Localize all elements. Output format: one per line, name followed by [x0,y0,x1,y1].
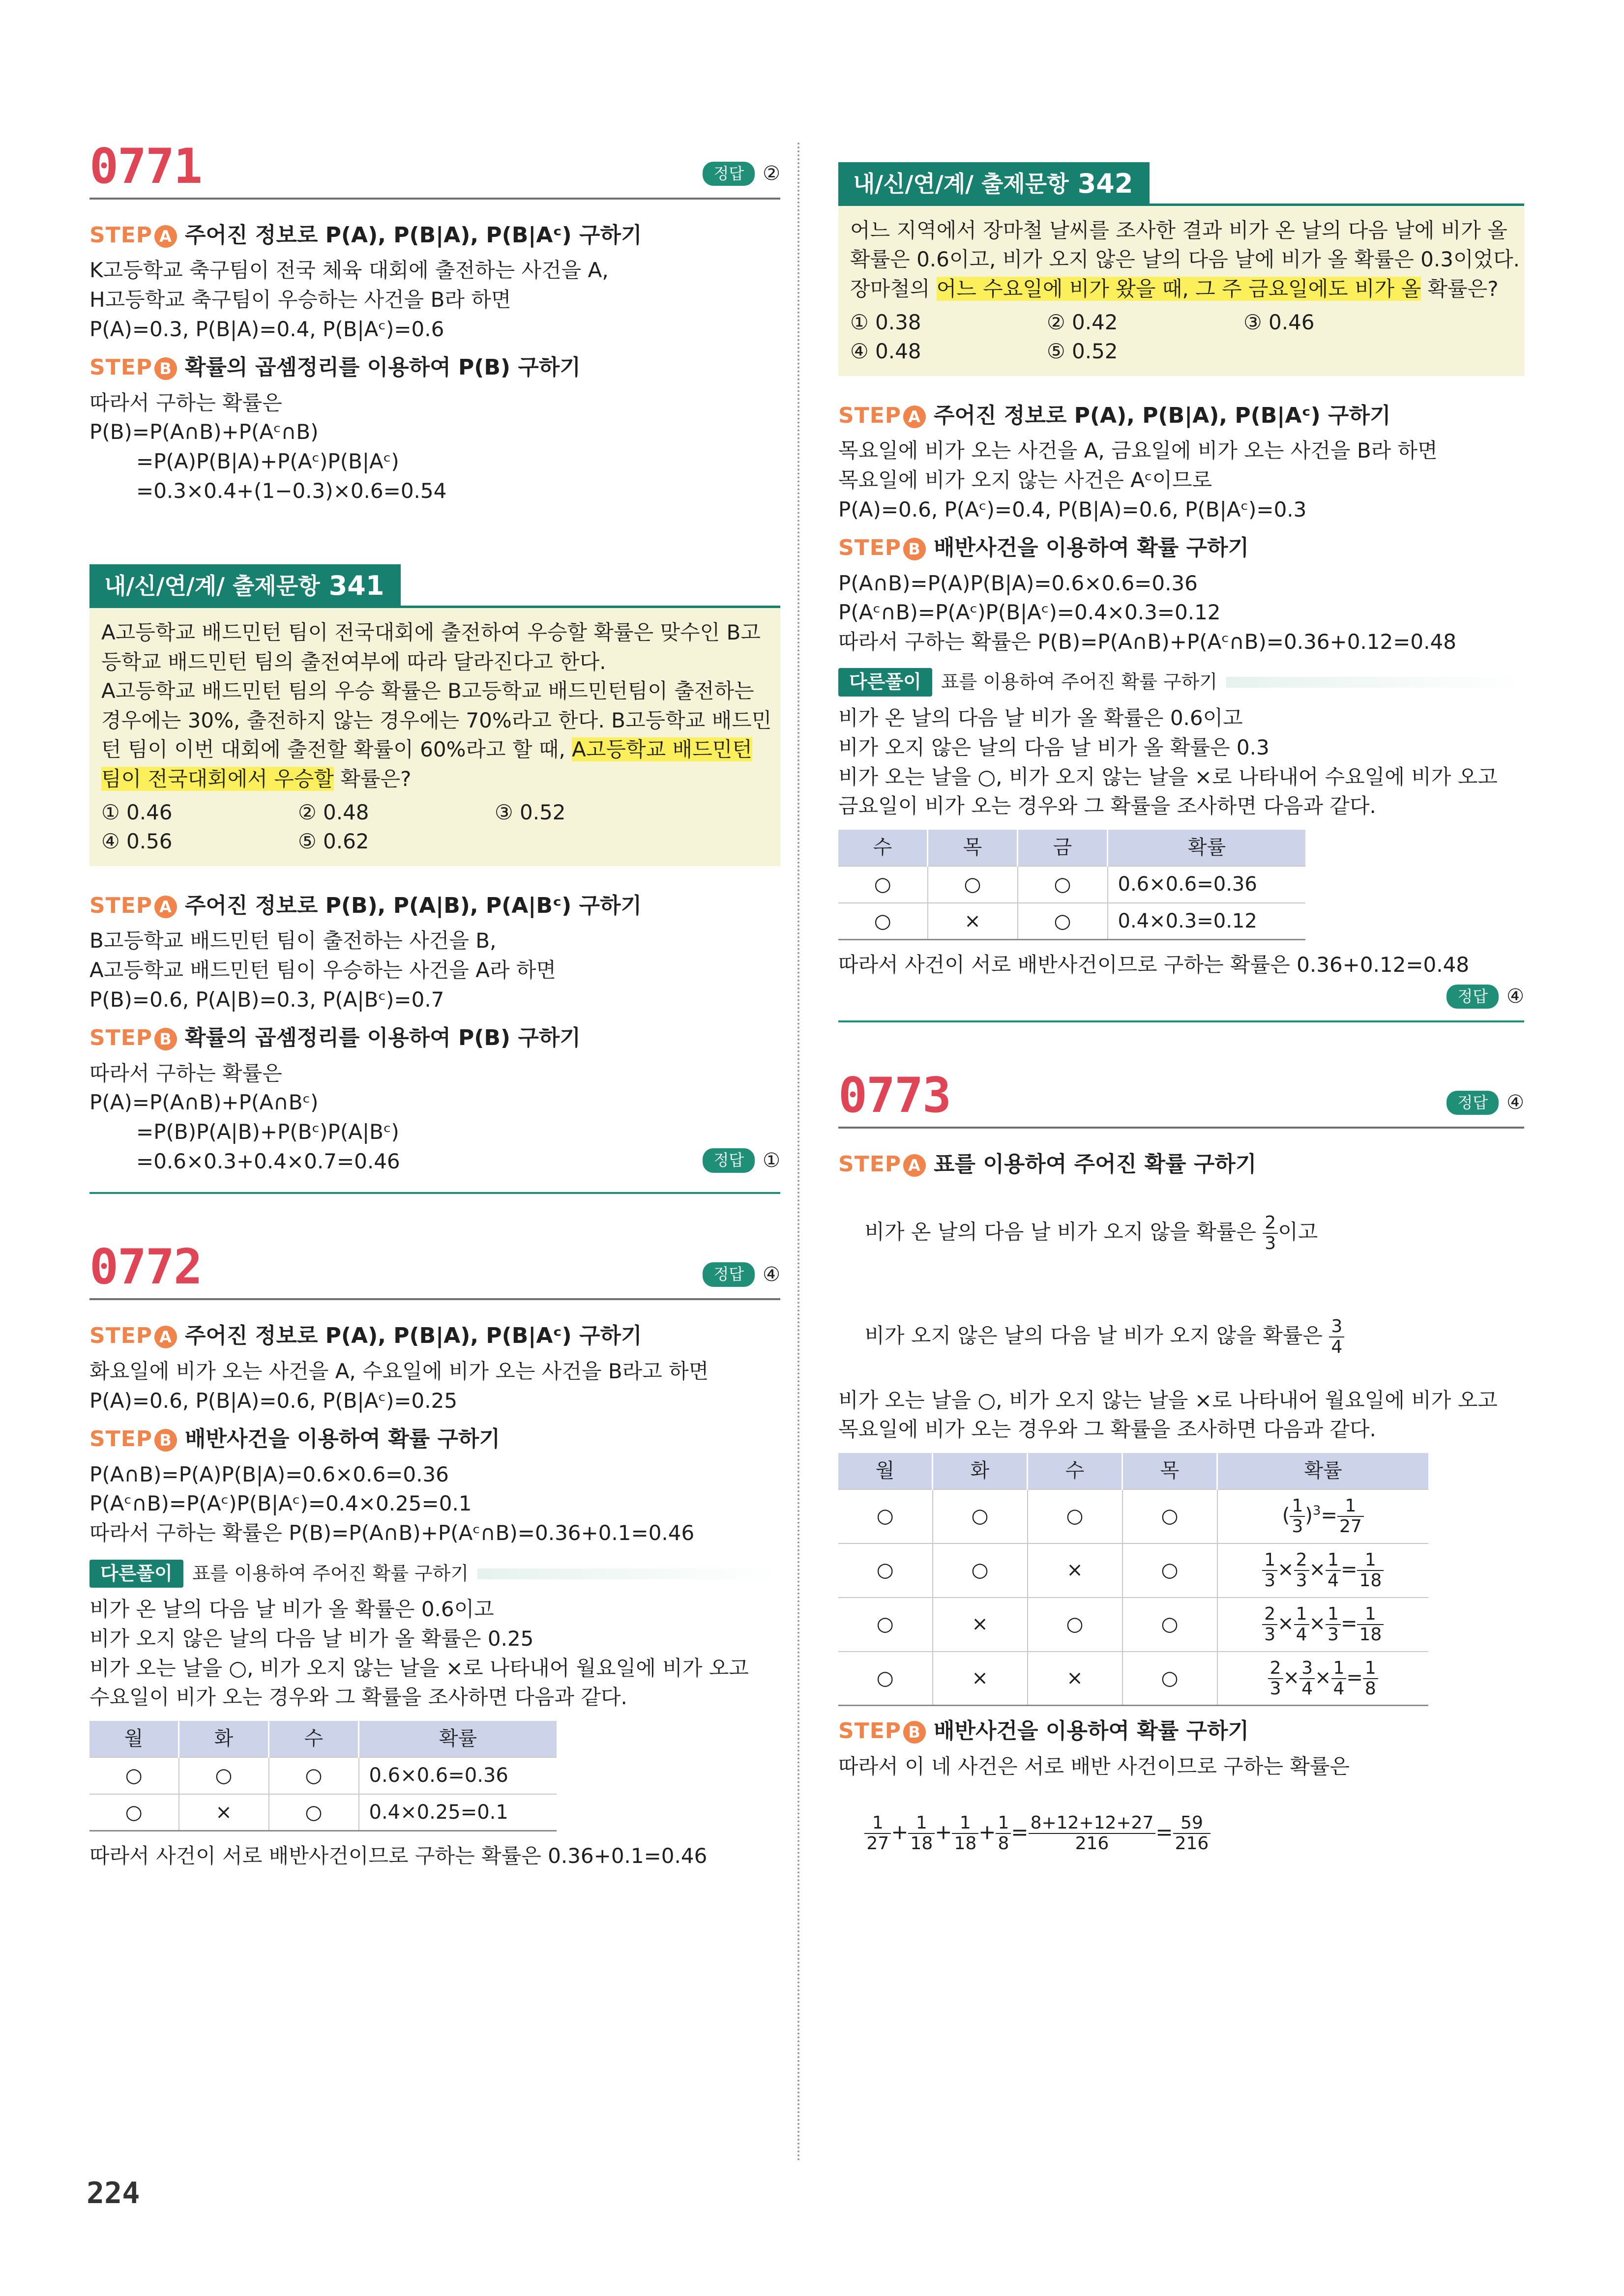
table-row: ○ × × ○ $\frac{2}{3}$ × $\frac{3}{4}$ × $\frac{1}{4}$ = $\frac{1}{8}$ [838,1652,1428,1706]
step-title: 배반사건을 이용하여 확률 구하기 [934,1718,1249,1744]
alt-solution-heading [838,668,1524,697]
choice-4: ④ 0.56 [101,829,173,854]
step-a-heading [89,891,780,921]
text-line: P(A)=P(A∩B)+P(A∩Bᶜ) [89,1090,319,1115]
step-title: 확률의 곱셈정리를 이용하여 P(B) 구하기 [185,355,581,380]
question-line: 등학교 배드민턴 팀의 출전여부에 따라 달라진다고 한다. [101,649,606,674]
answer-badge: 정답 [1447,1091,1499,1115]
linked-problem-341-body [89,608,780,866]
step-label: STEP A [89,1321,177,1351]
table-row: ○ ○ ○ 0.6×0.6=0.36 [838,866,1305,903]
table-row: ○ ○ ○ ○ ( $\frac{1}{3}$ )$^3$= $\frac{1}{27}$ [838,1489,1428,1543]
text-line: 따라서 구하는 확률은 P(B)=P(A∩B)+P(Aᶜ∩B)=0.36+0.12=0.48 [838,629,1456,654]
text-line: 비가 온 날의 다음 날 비가 오지 않을 확률은 $\frac{2}{3}$ 이고 [864,1212,1318,1253]
table-header: 확률 [1108,830,1306,866]
highlight: 어느 수요일에 비가 왔을 때, 그 주 금요일에도 비가 올 [936,276,1421,301]
text-line: 화요일에 비가 오는 사건을 A, 수요일에 비가 오는 사건을 B라고 하면 [89,1359,709,1383]
text-line: 비가 오는 날을 ○, 비가 오지 않는 날을 ×로 나타내어 월요일에 비가 오고 [89,1656,749,1680]
text-line: P(A)=0.6, P(Aᶜ)=0.4, P(B|A)=0.6, P(B|Aᶜ)=0.3 [838,497,1307,522]
choice-2: ② 0.48 [298,800,369,824]
alt-solution-title: 표를 이용하여 주어진 확률 구하기 [192,1562,469,1584]
step-b-heading [838,533,1524,563]
answer-box [703,1261,780,1289]
table-row: ○ × ○ ○ $\frac{2}{3}$ × $\frac{1}{4}$ × $\frac{1}{3}$ = $\frac{1}{18}$ [838,1598,1428,1652]
text-line: P(A)=0.3, P(B|A)=0.4, P(B|Aᶜ)=0.6 [89,317,444,341]
problem-number: 0771 [89,139,202,195]
probability-cell: $\frac{1}{3}$ × $\frac{2}{3}$ × $\frac{1}{4}$ = $\frac{1}{18}$ [1217,1543,1429,1598]
probability-cell: $\frac{2}{3}$ × $\frac{3}{4}$ × $\frac{1}{4}$ = $\frac{1}{8}$ [1217,1652,1429,1706]
table-header: 확률 [359,1721,557,1757]
question-line: 경우에는 30%, 출전하지 않는 경우에는 70%라고 한다. B고등학교 배드민 [101,708,772,732]
step-a-heading [838,401,1524,431]
problem-0771-header [89,139,780,200]
conclusion-line: 따라서 사건이 서로 배반사건이므로 구하는 확률은 0.36+0.12=0.48 [838,953,1470,977]
text-line: 따라서 구하는 확률은 [89,390,282,415]
probability-table [838,1453,1428,1706]
text-line: =P(A)P(B|A)+P(Aᶜ)P(B|Aᶜ) [136,449,399,474]
answer-box [1447,1089,1524,1117]
fraction: $\frac{2}{3}$ [1263,1214,1278,1252]
table-row: ○ × ○ 0.4×0.3=0.12 [838,903,1305,940]
choice-3: ③ 0.46 [1243,310,1315,334]
question-line: 확률은 0.6이고, 비가 오지 않은 날의 다음 날에 비가 올 확률은 0.3이었다. [850,247,1520,272]
text-line: P(Aᶜ∩B)=P(Aᶜ)P(B|Aᶜ)=0.4×0.3=0.12 [838,600,1221,625]
linked-problem-tag: 내/신/연/계/ 출제문항 342 [838,162,1150,206]
linked-problem-342-header [838,162,1524,206]
table-header: 월 [838,1453,933,1489]
question-line: 턴 팀이 이번 대회에 출전할 확률이 60%라고 할 때, A고등학교 배드민턴 [101,737,752,762]
text-line: 비가 온 날의 다음 날 비가 올 확률은 0.6이고 [89,1597,494,1622]
answer-value: ② [763,162,780,185]
table-header: 화 [179,1721,269,1757]
step-label: STEP A [89,220,177,251]
text-line: =0.6×0.3+0.4×0.7=0.46 정답 ① [89,1147,780,1178]
choice-1: ① 0.38 [850,310,921,334]
table-row: ○ ○ ○ 0.6×0.6=0.36 [89,1757,557,1794]
probability-table [89,1721,557,1831]
step-label: STEP B [89,1424,177,1454]
alt-solution-heading [89,1560,780,1588]
problem-0772-header [89,1239,780,1300]
step-label: STEP A [838,1149,926,1180]
step-title: 배반사건을 이용하여 확률 구하기 [934,535,1249,561]
question-line: 장마철의 어느 수요일에 비가 왔을 때, 그 주 금요일에도 비가 올 확률은? [850,276,1499,301]
text-line: A고등학교 배드민턴 팀이 우승하는 사건을 A라 하면 [89,958,557,983]
linked-problem-number: 342 [1077,168,1133,199]
probability-table [838,830,1305,940]
text-line: 목요일에 비가 오지 않는 사건은 Aᶜ이므로 [838,467,1212,492]
table-header: 월 [89,1721,179,1757]
text-line: 비가 온 날의 다음 날 비가 올 확률은 0.6이고 [838,706,1243,730]
choice-5: ⑤ 0.62 [298,829,369,854]
answer-box [703,160,780,188]
answer-badge: 정답 [1447,985,1499,1009]
text-line: P(Aᶜ∩B)=P(Aᶜ)P(B|Aᶜ)=0.4×0.25=0.1 [89,1491,472,1516]
step-b-heading [89,352,780,383]
step-a-heading [838,1149,1524,1180]
question-line: 팀이 전국대회에서 우승할 확률은? [101,767,412,791]
step-label: STEP B [89,352,177,383]
step-title: 주어진 정보로 P(B), P(A|B), P(A|Bᶜ) 구하기 [185,893,642,918]
answer-box: 정답 ① [703,1147,780,1175]
text-line: 따라서 구하는 확률은 [89,1061,282,1085]
text-line: 수요일이 비가 오는 경우와 그 확률을 조사하면 다음과 같다. [89,1685,627,1710]
step-title: 주어진 정보로 P(A), P(B|A), P(B|Aᶜ) 구하기 [185,1323,642,1349]
linked-problem-tag: 내/신/연/계/ 출제문항 341 [89,564,401,608]
table-header: 목 [1122,1453,1217,1489]
problem-number: 0772 [89,1239,202,1296]
step-title: 주어진 정보로 P(A), P(B|A), P(B|Aᶜ) 구하기 [185,223,642,248]
question-line: 어느 지역에서 장마철 날씨를 조사한 결과 비가 온 날의 다음 날에 비가 올 [850,218,1507,242]
choice-4: ④ 0.48 [850,339,921,364]
step-b-heading [838,1716,1524,1746]
text-line: 따라서 이 네 사건은 서로 배반 사건이므로 구하는 확률은 [838,1754,1350,1778]
step-title: 배반사건을 이용하여 확률 구하기 [185,1426,501,1452]
answer-choices [850,308,1512,366]
text-line: 따라서 구하는 확률은 P(B)=P(A∩B)+P(Aᶜ∩B)=0.36+0.1=0.46 [89,1520,695,1545]
choice-5: ⑤ 0.52 [1047,339,1118,364]
text-line: P(A∩B)=P(A)P(B|A)=0.6×0.6=0.36 [89,1462,449,1486]
answer-badge: 정답 [703,162,755,186]
text-line: 비가 오지 않은 날의 다음 날 비가 오지 않을 확률은 $\frac{3}{4}$ [838,1288,1524,1385]
table-row: ○ × ○ 0.4×0.25=0.1 [89,1794,557,1831]
problem-0773-header [838,1067,1524,1129]
text-line: 비가 오지 않은 날의 다음 날 비가 올 확률은 0.3 [838,735,1270,760]
table-header: 화 [933,1453,1028,1489]
text-line: 금요일이 비가 오는 경우와 그 확률을 조사하면 다음과 같다. [838,794,1376,818]
table-header: 확률 [1217,1453,1429,1489]
step-label: STEP B [89,1023,177,1053]
conclusion-line: 따라서 사건이 서로 배반사건이므로 구하는 확률은 0.36+0.1=0.46 [89,1844,708,1868]
linked-problem-number: 341 [328,570,384,602]
choice-1: ① 0.46 [101,800,173,824]
choice-3: ③ 0.52 [495,800,566,824]
answer-box [838,983,1524,1011]
table-header: 수 [269,1721,359,1757]
alt-solution-tag: 다른풀이 [89,1560,183,1588]
question-line: A고등학교 배드민턴 팀이 전국대회에 출전하여 우승할 확률은 맞수인 B고 [101,620,761,644]
table-header: 목 [928,830,1018,866]
alt-solution-title: 표를 이용하여 주어진 확률 구하기 [941,671,1218,693]
section-separator [838,1020,1524,1022]
probability-cell: $\frac{2}{3}$ × $\frac{1}{4}$ × $\frac{1}{3}$ = $\frac{1}{18}$ [1217,1598,1429,1652]
answer-value: ④ [763,1263,780,1286]
step-b-heading [89,1023,780,1053]
text-line: P(B)=P(A∩B)+P(Aᶜ∩B) [89,420,319,444]
step-title: 주어진 정보로 P(A), P(B|A), P(B|Aᶜ) 구하기 [934,403,1391,428]
text-line: 목요일에 비가 오는 사건을 A, 금요일에 비가 오는 사건을 B라 하면 [838,438,1438,463]
table-header: 금 [1018,830,1108,866]
step-b-heading [89,1424,780,1454]
fraction: $\frac{3}{4}$ [1329,1318,1344,1356]
step-label: STEP B [838,533,926,563]
answer-value: ④ [1506,1091,1524,1114]
text-line: P(B)=0.6, P(A|B)=0.3, P(A|Bᶜ)=0.7 [89,987,444,1012]
table-header: 수 [838,830,928,866]
answer-choices [101,798,768,856]
step-label: STEP A [838,401,926,431]
left-column [89,139,780,1871]
problem-number: 0773 [838,1067,951,1124]
text-line: B고등학교 배드민턴 팀이 출전하는 사건을 B, [89,929,497,953]
highlight: A고등학교 배드민턴 [572,737,752,762]
step-label: STEP B [838,1716,926,1746]
step-a-heading [89,1321,780,1351]
text-line: 목요일에 비가 오는 경우와 그 확률을 조사하면 다음과 같다. [838,1417,1376,1442]
step-label: STEP A [89,891,177,921]
page-number: 224 [87,2176,140,2210]
text-line: 비가 오지 않은 날의 다음 날 비가 올 확률은 0.25 [89,1627,534,1651]
choice-2: ② 0.42 [1047,310,1118,334]
sum-formula: $\frac{1}{27}$ + $\frac{1}{18}$ + $\frac{1}{18}$ + $\frac{1}{8}$ = $\frac{8+12+12+27}{216}$ = $\frac{59}{216}$ [838,1785,1524,1882]
question-line: A고등학교 배드민턴 팀의 우승 확률은 B고등학교 배드민턴팀이 출전하는 [101,679,754,703]
text-line: 비가 오는 날을 ○, 비가 오지 않는 날을 ×로 나타내어 월요일에 비가 오고 [838,1388,1498,1412]
table-header: 수 [1028,1453,1122,1489]
step-title: 표를 이용하여 주어진 확률 구하기 [934,1151,1257,1177]
alt-solution-tag: 다른풀이 [838,668,932,697]
linked-problem-341-header [89,564,780,608]
text-line: =P(B)P(A|B)+P(Bᶜ)P(A|Bᶜ) [136,1120,399,1144]
answer-badge: 정답 [703,1262,755,1286]
text-line: =0.3×0.4+(1−0.3)×0.6=0.54 [136,478,447,503]
step-a-heading [89,220,780,251]
linked-problem-342-body [838,206,1524,376]
table-row: ○ ○ × ○ $\frac{1}{3}$ × $\frac{2}{3}$ × $\frac{1}{4}$ = $\frac{1}{18}$ [838,1543,1428,1598]
answer-value: ④ [1506,985,1524,1008]
probability-cell: ( $\frac{1}{3}$ )$^3$= $\frac{1}{27}$ [1217,1489,1429,1543]
right-column [838,143,1524,1882]
text-line: H고등학교 축구팀이 우승하는 사건을 B라 하면 [89,288,511,312]
text-line: 비가 오는 날을 ○, 비가 오지 않는 날을 ×로 나타내어 수요일에 비가 오고 [838,764,1498,789]
section-separator [89,1192,780,1194]
text-line: P(A∩B)=P(A)P(B|A)=0.6×0.6=0.36 [838,571,1198,595]
highlight: 팀이 전국대회에서 우승할 [101,767,334,791]
step-title: 확률의 곱셈정리를 이용하여 P(B) 구하기 [185,1025,581,1051]
text-line: P(A)=0.6, P(B|A)=0.6, P(B|Aᶜ)=0.25 [89,1388,458,1413]
column-divider [797,143,799,2163]
text-line: K고등학교 축구팀이 전국 체육 대회에 출전하는 사건을 A, [89,258,609,283]
